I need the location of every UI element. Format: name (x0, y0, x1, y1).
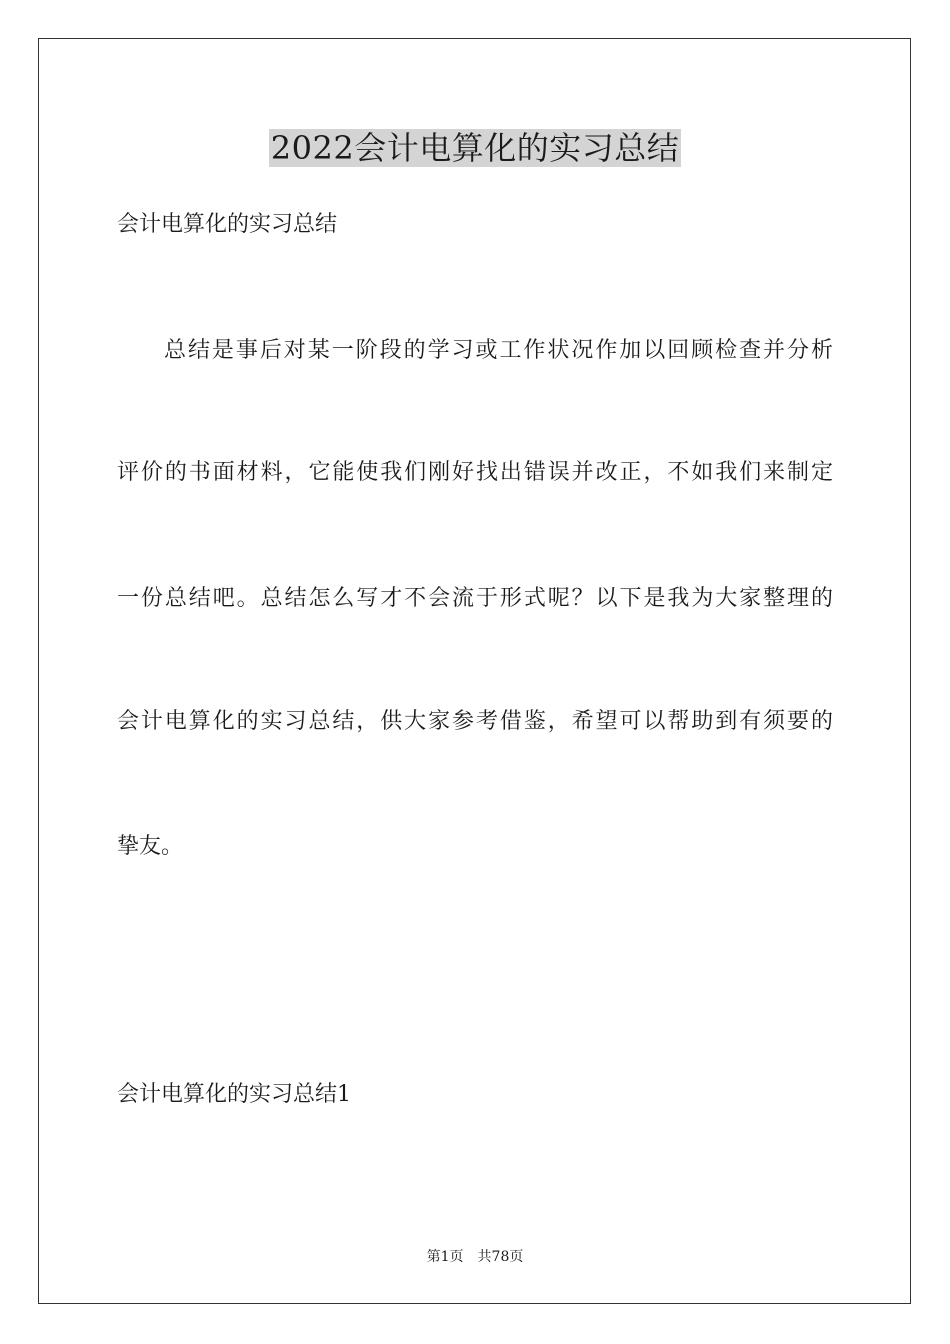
paragraph-line: 会计电算化的实习总结，供大家参考借鉴，希望可以帮助到有须要的 (117, 709, 833, 734)
document-subtitle: 会计电算化的实习总结 (117, 212, 338, 237)
section-heading: 会计电算化的实习总结1 (117, 1082, 351, 1107)
paragraph-line: 评价的书面材料，它能使我们刚好找出错误并改正，不如我们来制定 (117, 460, 833, 485)
page-footer (0, 1248, 950, 1266)
paragraph-line: 一份总结吧。总结怎么写才不会流于形式呢？以下是我为大家整理的 (117, 586, 833, 611)
paragraph-line: 挚友。 (117, 834, 184, 859)
page-total: 共78页 (477, 1249, 524, 1265)
paragraph-line: 总结是事后对某一阶段的学习或工作状况作加以回顾检查并分析 (164, 338, 833, 363)
page-number: 第1页 (426, 1249, 464, 1265)
document-title (0, 126, 950, 170)
document-title-text: 2022会计电算化的实习总结 (270, 129, 680, 167)
